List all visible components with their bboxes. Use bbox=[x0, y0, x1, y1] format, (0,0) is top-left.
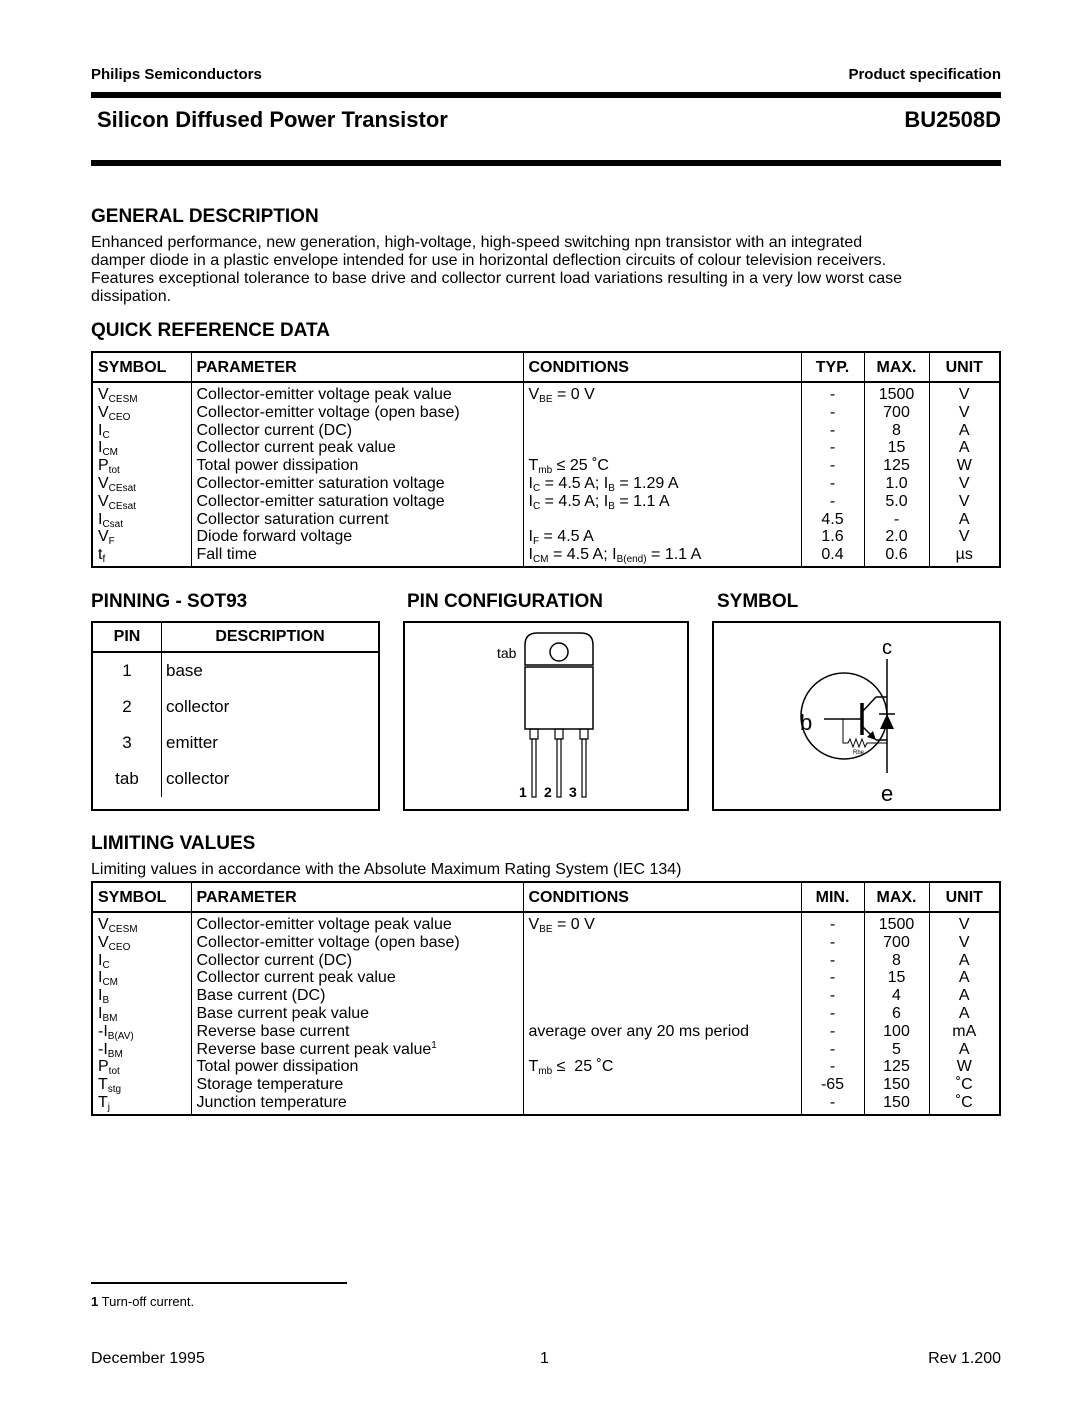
package-outline-drawing bbox=[405, 623, 687, 809]
symbol-heading: SYMBOL bbox=[717, 591, 799, 612]
quick-reference-table bbox=[91, 351, 1001, 568]
resistor-label: Rbe bbox=[853, 750, 865, 756]
pin-cell: tab bbox=[93, 761, 162, 797]
pin-description-cell: collector bbox=[166, 697, 230, 716]
symbol-cell: $V_{CEsat}$ bbox=[98, 474, 136, 494]
conditions-cell bbox=[523, 952, 801, 970]
description-line: damper diode in a plastic envelope intended for use in horizontal deflection circuits of colour television receivers. bbox=[91, 252, 887, 269]
min-cell: -65 bbox=[801, 1076, 864, 1094]
footnote-number: 1 bbox=[91, 1294, 99, 1309]
symbol-cell: $-I_{B(AV)}$ bbox=[98, 1022, 134, 1042]
symbol-cell: $-I_{BM}$ bbox=[98, 1040, 123, 1060]
pinning-table bbox=[93, 623, 378, 797]
min-cell: - bbox=[801, 969, 864, 987]
max-cell: 100 bbox=[864, 1023, 929, 1041]
table-row bbox=[93, 652, 378, 689]
conditions-cell bbox=[523, 987, 801, 1005]
typ-cell: - bbox=[801, 457, 864, 475]
quick-reference-heading: QUICK REFERENCE DATA bbox=[91, 320, 330, 341]
max-cell: 2.0 bbox=[864, 528, 929, 546]
col-header-description: DESCRIPTION bbox=[162, 623, 379, 652]
table-row bbox=[92, 546, 1000, 567]
typ-cell: 1.6 bbox=[801, 528, 864, 546]
parameter-cell: Collector-emitter voltage peak value bbox=[191, 382, 523, 404]
pin-description-cell: base bbox=[166, 661, 203, 680]
conditions-cell bbox=[523, 1076, 801, 1094]
pinning-body bbox=[93, 652, 378, 797]
max-cell: 1500 bbox=[864, 912, 929, 934]
parameter-cell: Collector-emitter voltage peak value bbox=[191, 912, 523, 934]
col-header-max: MAX. bbox=[864, 352, 929, 382]
description-line: Features exceptional tolerance to base drive and collector current load variations resulting in a very low worst case bbox=[91, 270, 903, 287]
lead-shoulder-1 bbox=[530, 729, 538, 739]
unit-cell: A bbox=[929, 969, 1000, 987]
lead-3 bbox=[582, 739, 586, 797]
package-body bbox=[525, 667, 593, 729]
max-cell: 5 bbox=[864, 1041, 929, 1059]
pin-configuration-box bbox=[403, 621, 689, 811]
typ-cell: - bbox=[801, 493, 864, 511]
unit-cell: µs bbox=[929, 546, 1000, 567]
min-cell: - bbox=[801, 1041, 864, 1059]
table-row bbox=[92, 475, 1000, 493]
table-row bbox=[92, 382, 1000, 404]
max-cell: 1500 bbox=[864, 382, 929, 404]
symbol-cell: $V_F$ bbox=[98, 528, 115, 548]
table-row bbox=[92, 912, 1000, 934]
max-cell: 5.0 bbox=[864, 493, 929, 511]
max-cell: 15 bbox=[864, 969, 929, 987]
damper-diode-icon bbox=[880, 714, 894, 729]
conditions-cell: $V_{BE} = 0$ V bbox=[523, 382, 801, 404]
conditions-cell bbox=[523, 1005, 801, 1023]
max-cell: 150 bbox=[864, 1076, 929, 1094]
parameter-cell: Collector current peak value bbox=[191, 439, 523, 457]
unit-cell: A bbox=[929, 952, 1000, 970]
footnote-rule bbox=[91, 1282, 347, 1284]
max-cell: 8 bbox=[864, 422, 929, 440]
pin-label-3: 3 bbox=[569, 784, 577, 800]
symbol-cell: $P_{tot}$ bbox=[98, 1058, 120, 1078]
limiting-values-heading: LIMITING VALUES bbox=[91, 833, 256, 854]
unit-cell: W bbox=[929, 457, 1000, 475]
table-row bbox=[92, 511, 1000, 529]
table-row bbox=[92, 528, 1000, 546]
min-cell: - bbox=[801, 987, 864, 1005]
parameter-cell: Collector current peak value bbox=[191, 969, 523, 987]
unit-cell: A bbox=[929, 1005, 1000, 1023]
col-header-min: MIN. bbox=[801, 882, 864, 912]
unit-cell: A bbox=[929, 987, 1000, 1005]
max-cell: 125 bbox=[864, 1058, 929, 1076]
parameter-cell: Collector-emitter voltage (open base) bbox=[191, 404, 523, 422]
pinning-box bbox=[91, 621, 380, 811]
table-row bbox=[93, 689, 378, 725]
typ-cell: - bbox=[801, 382, 864, 404]
part-number: BU2508D bbox=[904, 107, 1001, 132]
table-row bbox=[92, 1005, 1000, 1023]
pin-cell: 1 bbox=[93, 652, 162, 689]
min-cell: - bbox=[801, 1023, 864, 1041]
table-row bbox=[92, 439, 1000, 457]
unit-cell: ˚C bbox=[929, 1094, 1000, 1115]
col-header-symbol: SYMBOL bbox=[92, 352, 191, 382]
lead-shoulder-3 bbox=[580, 729, 588, 739]
parameter-cell: Base current peak value bbox=[191, 1005, 523, 1023]
table-row bbox=[92, 1041, 1000, 1059]
table-row bbox=[92, 1058, 1000, 1076]
max-cell: 150 bbox=[864, 1094, 929, 1115]
symbol-cell: $t_f$ bbox=[98, 546, 106, 566]
lead-shoulder-2 bbox=[555, 729, 563, 739]
parameter-cell: Collector-emitter saturation voltage bbox=[191, 475, 523, 493]
emitter-label: e bbox=[881, 781, 894, 806]
min-cell: - bbox=[801, 1005, 864, 1023]
parameter-cell: Diode forward voltage bbox=[191, 528, 523, 546]
parameter-cell: Collector current (DC) bbox=[191, 952, 523, 970]
col-header-unit: UNIT bbox=[929, 352, 1000, 382]
table-row bbox=[92, 952, 1000, 970]
pin-label-1: 1 bbox=[519, 784, 527, 800]
table-row bbox=[93, 761, 378, 797]
parameter-cell: Collector-emitter voltage (open base) bbox=[191, 934, 523, 952]
unit-cell: ˚C bbox=[929, 1076, 1000, 1094]
footnote-text: Turn-off current. bbox=[101, 1294, 195, 1309]
symbol-box bbox=[712, 621, 1001, 811]
header-rule-top bbox=[91, 92, 1001, 98]
max-cell: 4 bbox=[864, 987, 929, 1005]
typ-cell: - bbox=[801, 422, 864, 440]
conditions-cell: $I_C = 4.5$ A; $I_B = 1.29$ A bbox=[523, 475, 801, 493]
unit-cell: A bbox=[929, 439, 1000, 457]
table-row bbox=[92, 934, 1000, 952]
symbol-cell: $V_{CEO}$ bbox=[98, 403, 131, 423]
lead-1 bbox=[532, 739, 536, 797]
table-row bbox=[92, 987, 1000, 1005]
parameter-cell: Collector saturation current bbox=[191, 511, 523, 529]
unit-cell: V bbox=[929, 493, 1000, 511]
limiting-values-intro: Limiting values in accordance with the Absolute Maximum Rating System (IEC 134) bbox=[91, 861, 682, 878]
col-header-unit: UNIT bbox=[929, 882, 1000, 912]
symbol-cell: $I_C$ bbox=[98, 421, 110, 441]
col-header-conditions: CONDITIONS bbox=[523, 882, 801, 912]
pin-configuration-heading: PIN CONFIGURATION bbox=[407, 591, 603, 612]
symbol-cell: $V_{CEsat}$ bbox=[98, 492, 136, 512]
conditions-cell: $T_{mb} \le 25$ ˚C bbox=[523, 1058, 801, 1076]
parameter-cell: Collector current (DC) bbox=[191, 422, 523, 440]
conditions-cell bbox=[523, 1094, 801, 1115]
conditions-cell: average over any 20 ms period bbox=[523, 1023, 801, 1041]
parameter-cell: Fall time bbox=[191, 546, 523, 567]
max-cell: 125 bbox=[864, 457, 929, 475]
col-header-typ: TYP. bbox=[801, 352, 864, 382]
unit-cell: V bbox=[929, 404, 1000, 422]
conditions-cell bbox=[523, 511, 801, 529]
conditions-cell: $V_{BE} = 0$ V bbox=[523, 912, 801, 934]
parameter-cell: Storage temperature bbox=[191, 1076, 523, 1094]
col-header-max: MAX. bbox=[864, 882, 929, 912]
col-header-pin: PIN bbox=[93, 623, 162, 652]
table-row bbox=[92, 1023, 1000, 1041]
table-row bbox=[92, 1076, 1000, 1094]
col-header-parameter: PARAMETER bbox=[191, 352, 523, 382]
pin-description-cell: emitter bbox=[166, 733, 218, 752]
package-tab bbox=[525, 633, 593, 665]
footer-page-number: 1 bbox=[540, 1350, 549, 1367]
general-description-heading: GENERAL DESCRIPTION bbox=[91, 206, 319, 227]
table-row bbox=[93, 725, 378, 761]
table-header-row bbox=[93, 623, 378, 652]
table-row bbox=[92, 457, 1000, 475]
transistor-envelope bbox=[801, 673, 887, 759]
symbol-cell: $I_C$ bbox=[98, 951, 110, 971]
min-cell: - bbox=[801, 952, 864, 970]
company-name: Philips Semiconductors bbox=[91, 66, 262, 83]
typ-cell: - bbox=[801, 475, 864, 493]
pin-description-cell: collector bbox=[166, 769, 230, 788]
min-cell: - bbox=[801, 1058, 864, 1076]
symbol-cell: $V_{CESM}$ bbox=[98, 386, 138, 405]
conditions-cell: $I_{CM} = 4.5$ A; $I_{B(end)} = 1.1$ A bbox=[523, 546, 801, 567]
conditions-cell bbox=[523, 439, 801, 457]
description-line: Enhanced performance, new generation, high-voltage, high-speed switching npn transistor with an integrated bbox=[91, 234, 863, 251]
unit-cell: W bbox=[929, 1058, 1000, 1076]
symbol-cell: $I_{CM}$ bbox=[98, 439, 119, 459]
parameter-cell: Reverse base current peak value$^1$ bbox=[191, 1041, 523, 1059]
symbol-cell: $T_{stg}$ bbox=[98, 1076, 122, 1096]
symbol-cell: $I_{CM}$ bbox=[98, 969, 119, 989]
max-cell: 0.6 bbox=[864, 546, 929, 567]
document-title: Silicon Diffused Power Transistor bbox=[97, 107, 448, 132]
max-cell: - bbox=[864, 511, 929, 529]
pin-cell: 2 bbox=[93, 689, 162, 725]
symbol-cell: $T_j$ bbox=[98, 1093, 111, 1113]
parameter-cell: Total power dissipation bbox=[191, 1058, 523, 1076]
table-header-row bbox=[92, 352, 1000, 382]
max-cell: 700 bbox=[864, 404, 929, 422]
max-cell: 1.0 bbox=[864, 475, 929, 493]
footer-date: December 1995 bbox=[91, 1350, 205, 1367]
parameter-cell: Collector-emitter saturation voltage bbox=[191, 493, 523, 511]
symbol-cell: $V_{CEO}$ bbox=[98, 933, 131, 953]
conditions-cell bbox=[523, 1041, 801, 1059]
header-rule-bottom bbox=[91, 160, 1001, 166]
min-cell: - bbox=[801, 912, 864, 934]
conditions-cell: $I_F = 4.5$ A bbox=[523, 528, 801, 546]
quick-reference-body bbox=[92, 382, 1000, 567]
parameter-cell: Reverse base current bbox=[191, 1023, 523, 1041]
conditions-cell bbox=[523, 934, 801, 952]
transistor-symbol-drawing bbox=[714, 623, 999, 809]
max-cell: 15 bbox=[864, 439, 929, 457]
description-line: dissipation. bbox=[91, 288, 172, 305]
table-row bbox=[92, 493, 1000, 511]
unit-cell: A bbox=[929, 422, 1000, 440]
typ-cell: - bbox=[801, 404, 864, 422]
symbol-cell: $P_{tot}$ bbox=[98, 457, 120, 477]
min-cell: - bbox=[801, 934, 864, 952]
unit-cell: V bbox=[929, 934, 1000, 952]
unit-cell: A bbox=[929, 511, 1000, 529]
parameter-cell: Total power dissipation bbox=[191, 457, 523, 475]
table-header-row bbox=[92, 882, 1000, 912]
conditions-cell: $T_{mb} \le 25$ ˚C bbox=[523, 457, 801, 475]
symbol-cell: $I_{Csat}$ bbox=[98, 510, 124, 530]
resistor-rbe bbox=[843, 719, 887, 747]
table-row bbox=[92, 404, 1000, 422]
typ-cell: 4.5 bbox=[801, 511, 864, 529]
symbol-cell: $I_{BM}$ bbox=[98, 1004, 118, 1024]
symbol-cell: $I_B$ bbox=[98, 987, 110, 1007]
conditions-cell bbox=[523, 969, 801, 987]
min-cell: - bbox=[801, 1094, 864, 1115]
general-description-text bbox=[91, 234, 1011, 306]
max-cell: 700 bbox=[864, 934, 929, 952]
unit-cell: V bbox=[929, 528, 1000, 546]
conditions-cell bbox=[523, 404, 801, 422]
tab-label: tab bbox=[497, 645, 517, 661]
unit-cell: A bbox=[929, 1041, 1000, 1059]
footnote bbox=[91, 1294, 194, 1309]
unit-cell: mA bbox=[929, 1023, 1000, 1041]
table-row bbox=[92, 1094, 1000, 1115]
symbol-cell: $V_{CESM}$ bbox=[98, 916, 138, 935]
limiting-values-table bbox=[91, 881, 1001, 1116]
unit-cell: V bbox=[929, 382, 1000, 404]
doc-type: Product specification bbox=[848, 66, 1001, 83]
col-header-conditions: CONDITIONS bbox=[523, 352, 801, 382]
typ-cell: 0.4 bbox=[801, 546, 864, 567]
parameter-cell: Base current (DC) bbox=[191, 987, 523, 1005]
table-row bbox=[92, 969, 1000, 987]
base-label: b bbox=[800, 710, 813, 735]
col-header-symbol: SYMBOL bbox=[92, 882, 191, 912]
col-header-parameter: PARAMETER bbox=[191, 882, 523, 912]
conditions-cell: $I_C = 4.5$ A; $I_B = 1.1$ A bbox=[523, 493, 801, 511]
unit-cell: V bbox=[929, 912, 1000, 934]
lead-2 bbox=[557, 739, 561, 797]
pin-label-2: 2 bbox=[544, 784, 552, 800]
collector-label: c bbox=[882, 637, 892, 659]
limiting-values-body bbox=[92, 912, 1000, 1115]
parameter-cell: Junction temperature bbox=[191, 1094, 523, 1115]
mounting-hole bbox=[550, 643, 568, 661]
pin-cell: 3 bbox=[93, 725, 162, 761]
max-cell: 8 bbox=[864, 952, 929, 970]
typ-cell: - bbox=[801, 439, 864, 457]
table-row bbox=[92, 422, 1000, 440]
conditions-cell bbox=[523, 422, 801, 440]
unit-cell: V bbox=[929, 475, 1000, 493]
collector-branch bbox=[862, 697, 876, 712]
footer-revision: Rev 1.200 bbox=[928, 1350, 1001, 1367]
pinning-heading: PINNING - SOT93 bbox=[91, 591, 248, 612]
max-cell: 6 bbox=[864, 1005, 929, 1023]
